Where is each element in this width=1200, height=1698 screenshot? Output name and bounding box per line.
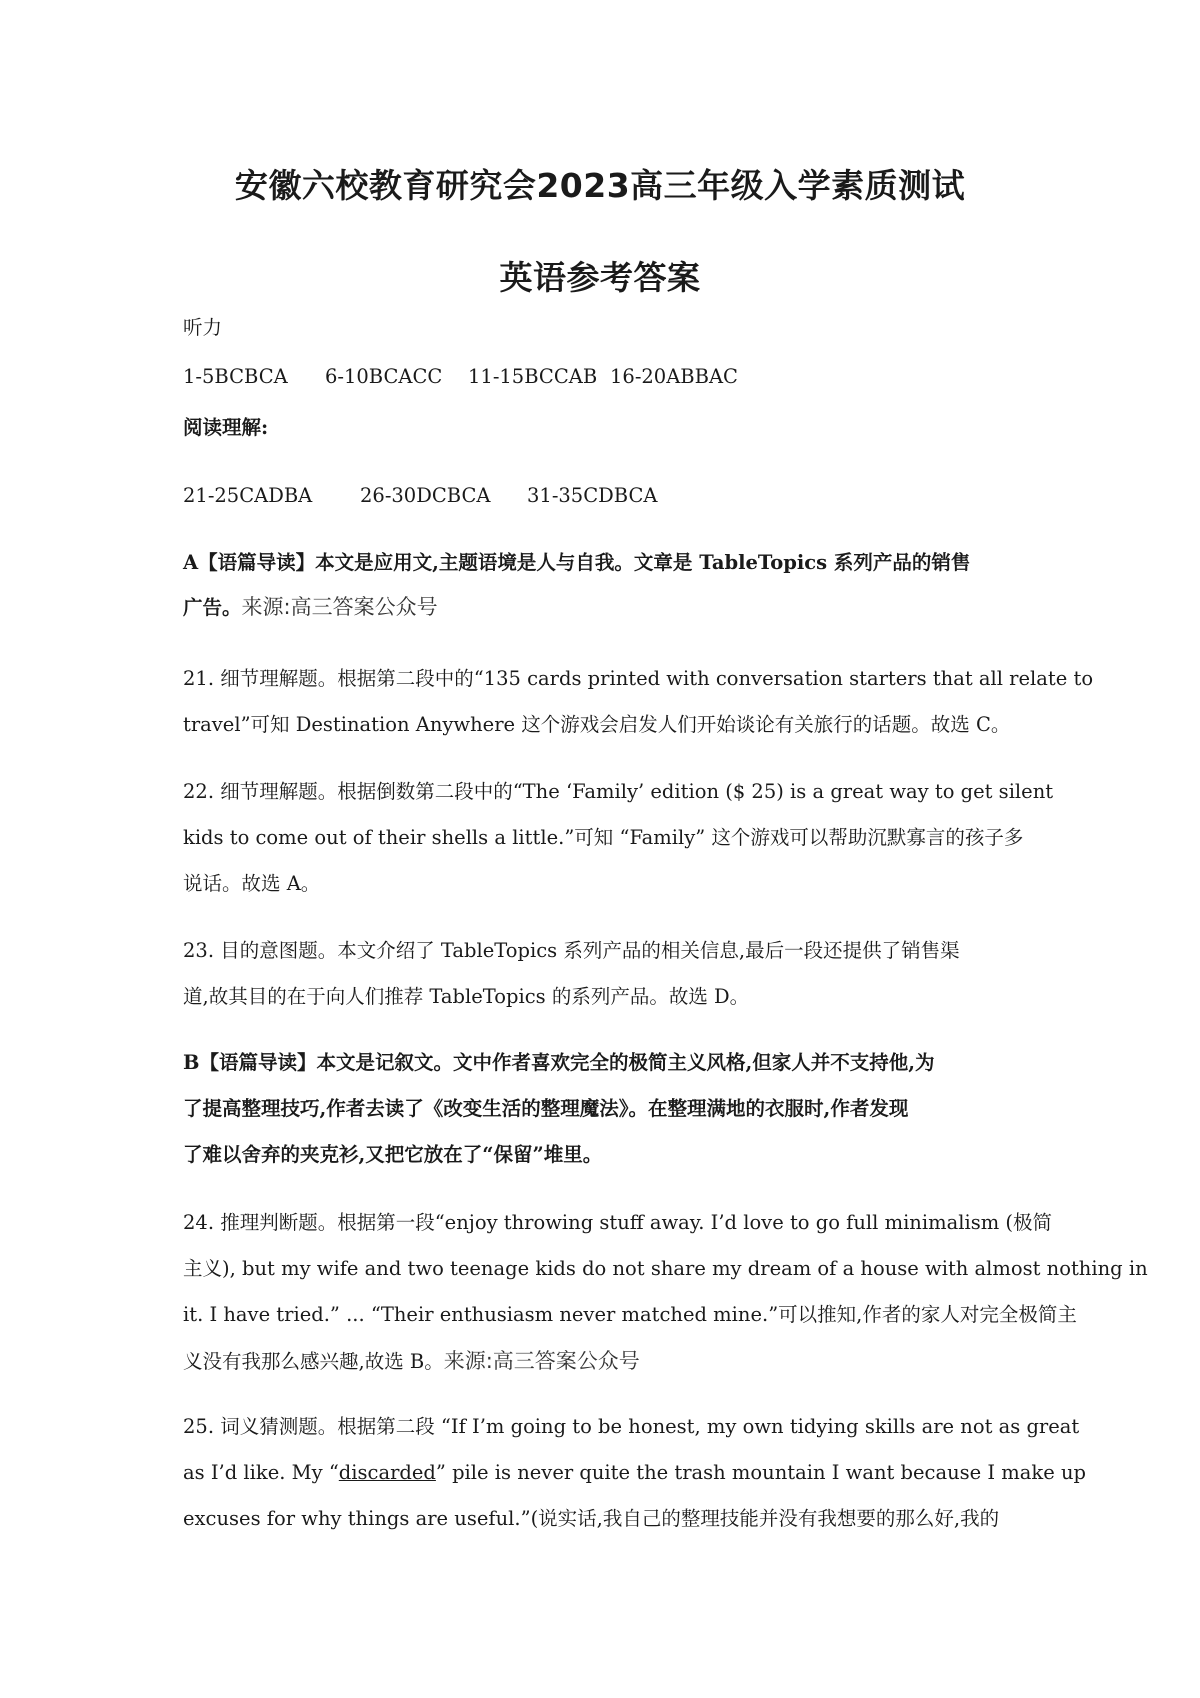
q24-line-2: 主义), but my wife and two teenage kids do not share my dream of a house with almost nothing in	[183, 1257, 1148, 1280]
listening-heading: 听力	[183, 316, 223, 339]
q24-line-3: it. I have tried.” ... “Their enthusiasm never matched mine.”可以推知,作者的家人对完全极简主	[183, 1303, 1077, 1326]
q25-line-1: 25. 词义猜测题。根据第二段 “If I’m going to be honest, my own tidying skills are not as great	[183, 1415, 1080, 1438]
q24-line-1: 24. 推理判断题。根据第一段“enjoy throwing stuff away. I’d love to go full minimalism (极简	[183, 1211, 1052, 1234]
source-watermark: 来源:高三答案公众号	[241, 595, 438, 619]
q25-text: ” pile is never quite the trash mountain I want because I make up	[435, 1461, 1087, 1484]
answer-group: 16-20ABBAC	[610, 365, 738, 388]
q23-line-1: 23. 目的意图题。本文介绍了 TableTopics 系列产品的相关信息,最后一段还提供了销售渠	[183, 939, 960, 962]
underlined-word: discarded	[338, 1461, 436, 1484]
answer-group: 26-30DCBCA	[360, 484, 491, 507]
q22-line-1: 22. 细节理解题。根据倒数第二段中的“The ‘Family’ edition ($ 25) is a great way to get silent	[183, 780, 1054, 803]
reading-heading: 阅读理解:	[183, 416, 269, 439]
answer-group: 6-10BCACC	[325, 365, 443, 388]
answer-group: 1-5BCBCA	[183, 365, 288, 388]
passage-b-intro-1: B【语篇导读】本文是记叙文。文中作者喜欢完全的极简主义风格,但家人并不支持他,为	[183, 1051, 935, 1074]
q22-line-2: kids to come out of their shells a little.”可知 “Family” 这个游戏可以帮助沉默寡言的孩子多	[183, 826, 1024, 849]
q25-line-3: excuses for why things are useful.”(说实话,我自己的整理技能并没有我想要的那么好,我的	[183, 1507, 1000, 1530]
q23-line-2: 道,故其目的在于向人们推荐 TableTopics 的系列产品。故选 D。	[183, 985, 750, 1008]
answer-group: 31-35CDBCA	[527, 484, 658, 507]
q24-line-4-text: 义没有我那么感兴趣,故选 B。	[183, 1350, 444, 1373]
q21-line-1: 21. 细节理解题。根据第二段中的“135 cards printed with conversation starters that all relate to	[183, 667, 1094, 690]
q25-text: as I’d like. My “	[183, 1461, 339, 1484]
document-subtitle: 英语参考答案	[499, 258, 701, 297]
q24-line-4	[183, 1346, 1025, 1377]
q21-line-2: travel”可知 Destination Anywhere 这个游戏会启发人们开始谈论有关旅行的话题。故选 C。	[183, 713, 1011, 736]
passage-b-intro-2: 了提高整理技巧,作者去读了《改变生活的整理魔法》。在整理满地的衣服时,作者发现	[183, 1097, 909, 1120]
passage-a-intro-cont	[183, 592, 1025, 623]
passage-a-intro: A【语篇导读】本文是应用文,主题语境是人与自我。文章是 TableTopics 系列产品的销售	[183, 551, 971, 574]
passage-a-intro-text: 广告。	[183, 596, 242, 619]
source-watermark: 来源:高三答案公众号	[443, 1349, 640, 1373]
reading-answers	[183, 481, 1025, 511]
document-title: 安徽六校教育研究会2023高三年级入学素质测试	[234, 166, 966, 205]
q25-line-2	[183, 1458, 1087, 1488]
answer-group: 21-25CADBA	[183, 484, 313, 507]
answer-group: 11-15BCCAB	[468, 365, 598, 388]
listening-answers	[183, 362, 1025, 392]
passage-b-intro-3: 了难以舍弃的夹克衫,又把它放在了“保留”堆里。	[183, 1143, 603, 1166]
q22-line-3: 说话。故选 A。	[183, 872, 321, 895]
